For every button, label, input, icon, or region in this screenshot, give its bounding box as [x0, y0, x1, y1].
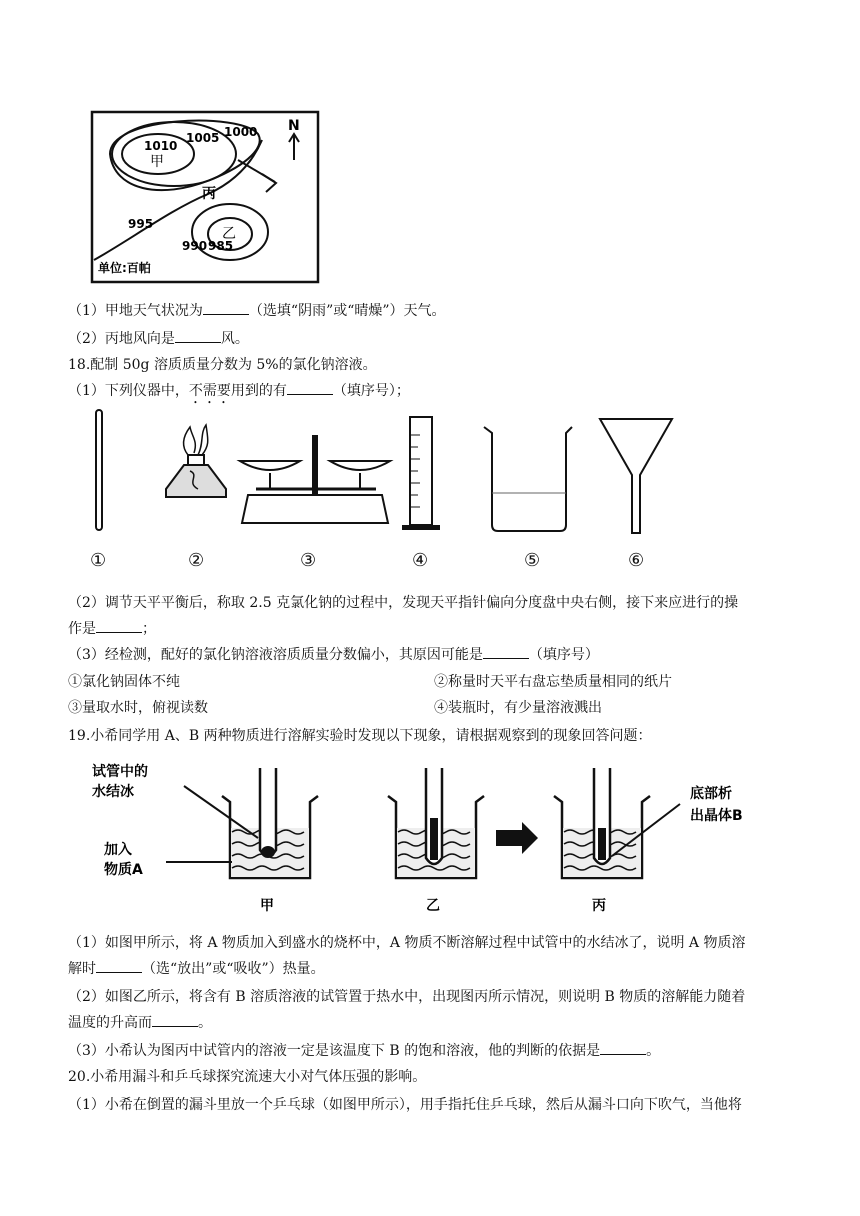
- answer-blank[interactable]: [287, 382, 333, 395]
- dissolution-figure: [80, 758, 800, 922]
- instrument-label-1: ①: [90, 550, 107, 571]
- q19-part1-line1: （1）如图甲所示，将 A 物质加入到盛水的烧杯中，A 物质不断溶解过程中试管中的水结冰了，说明 A 物质溶: [68, 935, 746, 951]
- q18-part2-line1: （2）调节天平平衡后，称取 2.5 克氯化钠的过程中，发现天平指针偏向分度盘中央右侧，接下来应进行的操: [68, 595, 739, 611]
- q17-part1: [68, 302, 446, 320]
- answer-blank[interactable]: [96, 620, 142, 633]
- q19-part1-line2: [68, 960, 325, 978]
- map-unit-label: 单位:百帕: [98, 261, 151, 275]
- q19-part3: [68, 1042, 660, 1060]
- q18-part1-suffix: （填序号）；: [332, 383, 410, 399]
- instruments-figure: [80, 405, 680, 575]
- q19-title: 19.小希同学用 A、B 两种物质进行溶解实验时发现以下现象，请根据观察到的现象回答问题：: [68, 728, 652, 744]
- q18-part2-suffix: ；: [142, 621, 156, 637]
- answer-blank[interactable]: [483, 646, 529, 659]
- instrument-label-3: ③: [300, 550, 317, 571]
- funnel-icon: [600, 419, 672, 533]
- q18-part3-suffix: （填序号）: [528, 647, 599, 663]
- q18-part1-text: （1）下列仪器中，: [68, 383, 189, 399]
- q18-part2-line2: [68, 620, 156, 638]
- arrow-right-icon: [496, 822, 538, 854]
- option-4: ④装瓶时，有少量溶液溅出: [434, 700, 602, 716]
- weather-map-figure: [90, 110, 322, 286]
- instrument-label-2: ②: [188, 550, 205, 571]
- q17-part2-suffix: 风。: [220, 331, 249, 347]
- map-label-yi: 乙: [222, 226, 236, 242]
- q18-part3: [68, 646, 599, 664]
- label-add-line1: 加入: [104, 842, 132, 858]
- q18-part2-text: 作是: [68, 621, 96, 637]
- balance-icon: [240, 435, 390, 523]
- q19-part2-line1: （2）如图乙所示，将含有 B 溶质溶液的试管置于热水中，出现图丙所示情况，则说明 B 物质的溶解能力随着: [68, 989, 746, 1005]
- label-add-line2: 物质A: [104, 862, 143, 878]
- q17-part1-suffix: （选填“阴雨”或“晴燥”）天气。: [248, 303, 446, 319]
- q19-part2-suffix: 。: [198, 1015, 212, 1031]
- instrument-label-4: ④: [412, 550, 429, 571]
- label-ice-line2: 水结冰: [92, 784, 134, 800]
- label-cryst-line2: 出晶体B: [690, 808, 743, 824]
- isobar-label-990: 990: [182, 239, 208, 253]
- label-bing: 丙: [592, 898, 606, 914]
- beaker-icon: [484, 427, 572, 531]
- isobar-label-985: 985: [208, 239, 234, 253]
- label-ice-line1: 试管中的: [92, 764, 148, 780]
- label-jia: 甲: [260, 898, 274, 914]
- north-label: N: [288, 118, 300, 134]
- q18-part3-text: （3）经检测，配好的氯化钠溶液溶质质量分数偏小，其原因可能是: [68, 647, 483, 663]
- q19-part3-text: （3）小希认为图丙中试管内的溶液一定是该温度下 B 的饱和溶液，他的判断的依据是: [68, 1043, 601, 1059]
- isobar-label-1010: 1010: [144, 139, 178, 153]
- option-2: ②称量时天平右盘忘垫质量相同的纸片: [434, 674, 672, 690]
- q18-part1: [68, 382, 410, 407]
- instrument-label-6: ⑥: [628, 550, 645, 571]
- q19-part2-text: 温度的升高而: [68, 1015, 152, 1031]
- beaker-jia-icon: [166, 768, 318, 878]
- glass-rod-icon: [96, 410, 102, 530]
- q18-title: 18.配制 50g 溶质质量分数为 5%的氯化钠溶液。: [68, 357, 377, 373]
- q19-part1-text: 解时: [68, 961, 96, 977]
- label-cryst-line1: 底部析: [690, 786, 732, 802]
- option-1: ①氯化钠固体不纯: [68, 674, 180, 690]
- alcohol-lamp-icon: [166, 425, 226, 497]
- answer-blank[interactable]: [203, 302, 249, 315]
- q18-part1-emphasis: 不需要: [188, 383, 231, 399]
- q20-part1-line1: （1）小希在倒置的漏斗里放一个乒乓球（如图甲所示），用手指托住乒乓球，然后从漏斗口向下吹气，当他将: [68, 1097, 742, 1113]
- answer-blank[interactable]: [600, 1042, 646, 1055]
- map-label-jia: 甲: [150, 154, 164, 170]
- q17-part2-text: （2）丙地风向是: [68, 331, 175, 347]
- beaker-bing-icon: [554, 768, 680, 878]
- q18-part1-mid: 用到的有: [230, 383, 287, 399]
- q19-part2-line2: [68, 1014, 212, 1032]
- q17-part2: [68, 330, 249, 348]
- q19-part3-suffix: 。: [646, 1043, 661, 1059]
- answer-blank[interactable]: [175, 330, 221, 343]
- map-label-bing: 丙: [202, 186, 216, 202]
- answer-blank[interactable]: [152, 1014, 198, 1027]
- isobar-label-1000: 1000: [224, 125, 258, 139]
- beaker-yi-icon: [388, 768, 484, 878]
- label-yi: 乙: [426, 898, 440, 914]
- graduated-cylinder-icon: [402, 417, 440, 530]
- instrument-label-5: ⑤: [524, 550, 541, 571]
- isobar-label-995: 995: [128, 217, 154, 231]
- option-3: ③量取水时，俯视读数: [68, 700, 208, 716]
- isobar-label-1005: 1005: [186, 131, 220, 145]
- answer-blank[interactable]: [96, 960, 142, 973]
- q17-part1-text: （1）甲地天气状况为: [68, 303, 203, 319]
- q20-title: 20.小希用漏斗和乒乓球探究流速大小对气体压强的影响。: [68, 1069, 427, 1085]
- q19-part1-suffix: （选“放出”或“吸收”）热量。: [142, 961, 325, 977]
